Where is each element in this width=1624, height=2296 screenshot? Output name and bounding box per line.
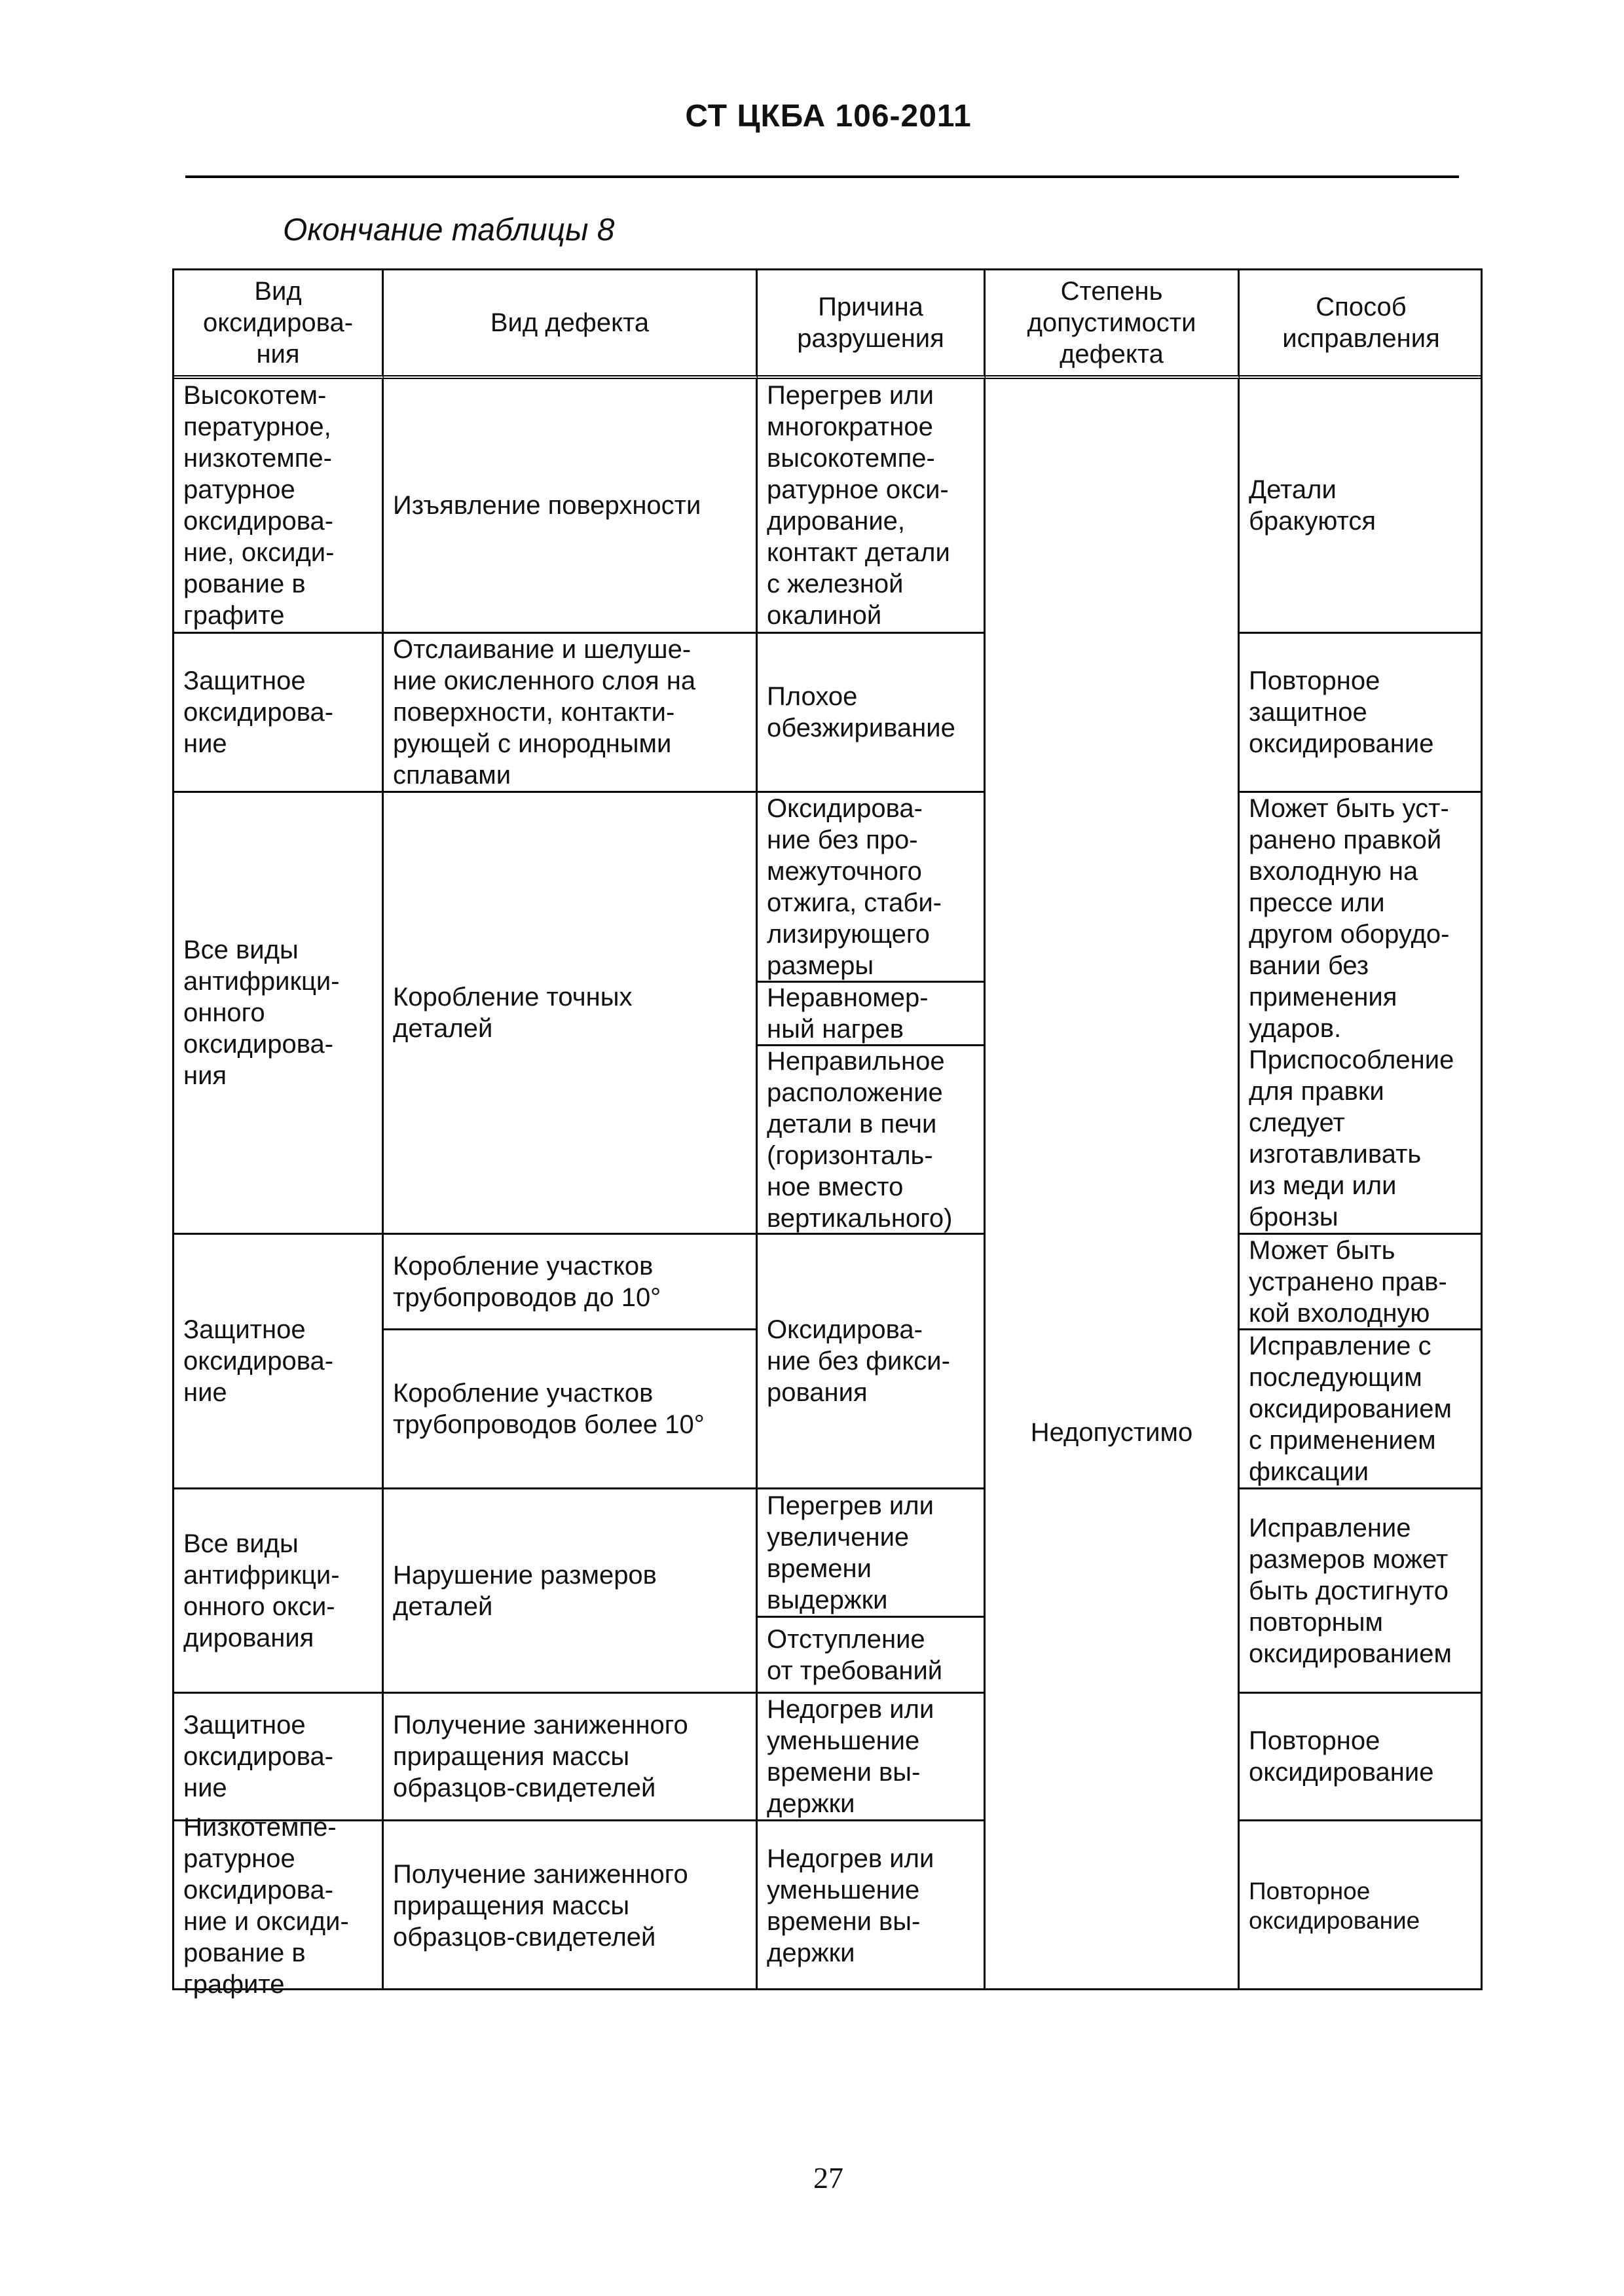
oxidation-type-cell: Высокотем- пературное, низкотемпе- ратурное оксидирова- ние, оксиди- рование в графите (174, 379, 384, 634)
correction-cell: Исправление размеров может быть достигнуто повторным оксидированием (1240, 1489, 1483, 1694)
table-caption: Окончание таблицы 8 (283, 213, 615, 247)
header-correction: Способ исправления (1240, 270, 1483, 379)
oxidation-type-cell: Защитное оксидирова- ние (174, 634, 384, 793)
oxidation-type-cell: Все виды антифрикци- онного оксидирова- ния (174, 793, 384, 1235)
correction-cell: Повторное оксидирование (1249, 1878, 1420, 1934)
header-oxidation-type: Вид оксидирова- ния (174, 270, 384, 379)
defect-type-cell: Получение заниженного приращения массы образцов-свидетелей (384, 1821, 758, 1990)
cause-cell: Перегрев или многократное высокотемпе- ратурное окси- дирование, контакт детали с железной окалиной (758, 379, 986, 634)
correction-cell: Может быть уст- ранено правкой вхолодную на прессе или другом оборудо- вании без применения ударов. Приспособление для правки следует изготавливать из меди или бронзы (1240, 793, 1483, 1235)
cause-cell: Оксидирова- ние без фикси- рования (758, 1235, 986, 1489)
correction-cell: Повторное защитное оксидирование (1240, 634, 1483, 793)
cause-cell: Неправильное расположение детали в печи (горизонталь- ное вместо вертикального) (758, 1046, 986, 1235)
defect-type-cell: Коробление точных деталей (384, 793, 758, 1235)
cause-cell: Плохое обезжиривание (758, 634, 986, 793)
oxidation-type-cell: Все виды антифрикци- онного окси- дирования (174, 1489, 384, 1694)
header-cause: Причина разрушения (758, 270, 986, 379)
defect-type-cell: Изъявление поверхности (384, 379, 758, 634)
oxidation-type-cell: Низкотемпе- ратурное оксидирова- ние и оксиди- рование в графите (174, 1821, 384, 1990)
defect-type-cell: Отслаивание и шелуше- ние окисленного слоя на поверхности, контакти- рующей с инородными сплавами (384, 634, 758, 793)
correction-cell: Исправление с последующим оксидированием с применением фиксации (1240, 1330, 1483, 1489)
defects-table (172, 268, 1483, 1999)
cause-cell: Перегрев или увеличение времени выдержки (758, 1489, 986, 1618)
oxidation-type-cell: Защитное оксидирова- ние (174, 1235, 384, 1489)
cause-cell: Неравномер- ный нагрев (758, 983, 986, 1046)
cause-cell: Недогрев или уменьшение времени вы- держки (758, 1821, 986, 1990)
header-defect-type: Вид дефекта (384, 270, 758, 379)
document-title: СТ ЦКБА 106-2011 (685, 99, 972, 134)
defect-type-cell: Нарушение размеров деталей (384, 1489, 758, 1694)
correction-cell: Детали бракуются (1240, 379, 1483, 634)
page-number: 27 (813, 2161, 843, 2195)
header-admissibility: Степень допустимости дефекта (986, 270, 1240, 379)
admissibility-cell: Недопустимо (986, 379, 1240, 1990)
cause-cell: Отступление от требований (758, 1618, 986, 1694)
oxidation-type-cell: Защитное оксидирова- ние (174, 1694, 384, 1821)
cause-cell: Оксидирова- ние без про- межуточного отжига, стаби- лизирующего размеры (758, 793, 986, 983)
correction-cell: Может быть устранено прав- кой вхолодную (1240, 1235, 1483, 1330)
defect-type-cell: Получение заниженного приращения массы образцов-свидетелей (384, 1694, 758, 1821)
correction-cell: Повторное оксидирование (1240, 1694, 1483, 1821)
defect-type-cell: Коробление участков трубопроводов более 10° (384, 1330, 758, 1489)
cause-cell: Недогрев или уменьшение времени вы- держки (758, 1694, 986, 1821)
defect-type-cell: Коробление участков трубопроводов до 10° (384, 1235, 758, 1330)
header-rule (185, 175, 1459, 178)
